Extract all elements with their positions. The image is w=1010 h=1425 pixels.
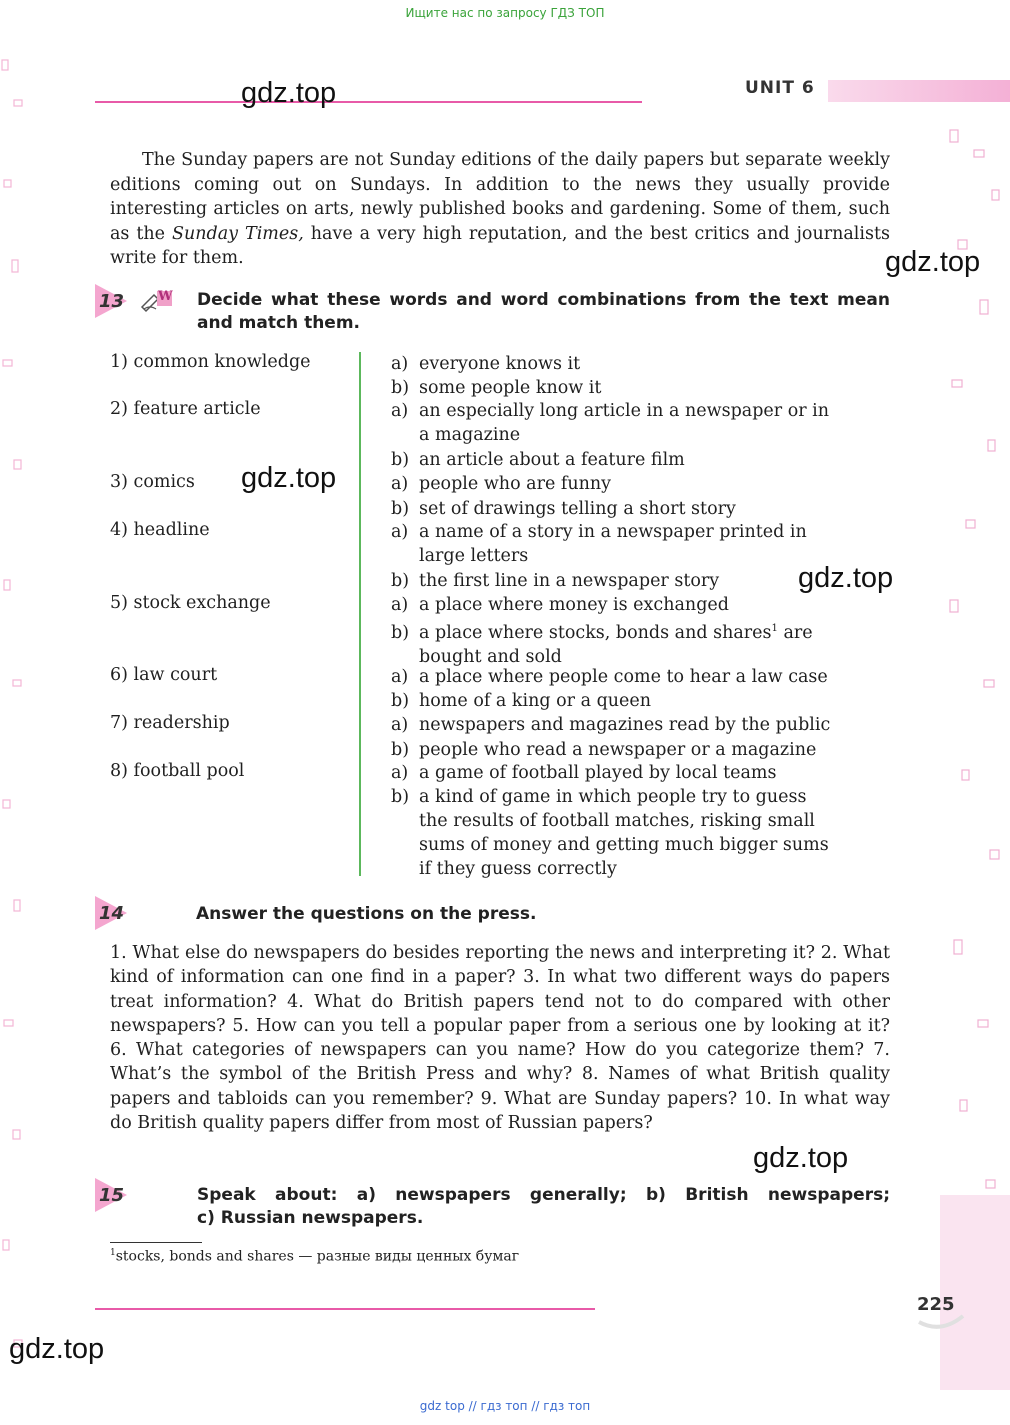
option-b: b) home of a king or a queen bbox=[391, 691, 652, 711]
exercise-13-marker: 13 bbox=[95, 284, 127, 318]
footer-rule bbox=[95, 1308, 595, 1310]
footnote-rule bbox=[110, 1242, 202, 1243]
writing-icon: W bbox=[140, 289, 174, 313]
watermark: gdz.top bbox=[753, 1142, 849, 1174]
watermark: gdz.top bbox=[241, 77, 337, 109]
footnote: $^1$stocks, bonds and shares — разные виды ценных бумаг bbox=[110, 1248, 520, 1265]
item-label: 6) law court bbox=[110, 665, 218, 685]
item-label: 8) football pool bbox=[110, 761, 245, 781]
option-a: a) newspapers and magazines read by the public bbox=[391, 715, 831, 735]
option-b: b) people who read a newspaper or a magazine bbox=[391, 740, 817, 760]
exercise-14-instruction: Answer the questions on the press. bbox=[196, 904, 537, 924]
exercise-14-questions: 1. What else do newspapers do besides reporting the news and interpreting it? 2. What kind of information can one find in a paper? 3. In what two different ways do papers treat information? 4. What do British papers tend not to do compared with other newspapers? 5. How can you tell a popular paper from a serious one by looking at it? 6. What categories of newspapers can you name? How do you categorize them? 7. What’s the symbol of the British Press and why? 8. Names of what British quality papers and tabloids can you remember? 9. What are Sunday papers? 10. In what way do British quality papers differ from most of Russian papers? bbox=[110, 943, 890, 1134]
top-banner: Ищите нас по запросу ГДЗ ТОП bbox=[405, 6, 605, 20]
item-label: 1) common knowledge bbox=[110, 352, 311, 372]
option-a: a) a place where people come to hear a law case bbox=[391, 667, 828, 687]
option-b: b) a kind of game in which people try to guess the results of football matches, risking small sums of money and getting much bigger sums if they guess correctly bbox=[391, 787, 829, 879]
option-a: a) everyone knows it bbox=[391, 354, 581, 374]
option-a: a) a name of a story in a newspaper printed in large letters bbox=[391, 522, 807, 566]
exercise-15-marker: 15 bbox=[95, 1178, 127, 1212]
option-a: a) a place where money is exchanged bbox=[391, 595, 729, 615]
item-label: 4) headline bbox=[110, 520, 210, 540]
option-b: b) an article about a feature film bbox=[391, 450, 685, 470]
exercise-14-marker: 14 bbox=[95, 896, 127, 930]
watermark: gdz.top bbox=[241, 462, 337, 494]
item-label: 2) feature article bbox=[110, 399, 261, 419]
watermark: gdz.top bbox=[798, 562, 894, 594]
left-margin-pattern bbox=[0, 40, 30, 1400]
right-margin-pattern bbox=[940, 120, 1010, 1390]
bottom-banner: gdz top // гдз топ // гдз топ bbox=[419, 1399, 591, 1413]
column-divider bbox=[359, 352, 361, 876]
watermark: gdz.top bbox=[9, 1333, 105, 1365]
intro-paragraph: The Sunday papers are not Sunday editions of the daily papers but separate weekly editions coming out on Sundays. In addition to the news they usually provide interesting articles on arts, newly published books and gardening. Some of them, such as the Sunday Times, have a very high reputation, and the best critics and journalists write for them. bbox=[110, 150, 890, 268]
item-label: 7) readership bbox=[110, 713, 230, 733]
option-b: b) set of drawings telling a short story bbox=[391, 499, 736, 519]
header-rule bbox=[95, 101, 642, 103]
option-a: a) a game of football played by local teams bbox=[391, 763, 777, 783]
watermark: gdz.top bbox=[885, 246, 981, 278]
exercise-13-instruction: Decide what these words and word combinations from the text mean and match them. bbox=[197, 290, 890, 333]
item-label: 3) comics bbox=[110, 472, 195, 492]
page-number: 225 bbox=[917, 1294, 955, 1315]
option-b: b) some people know it bbox=[391, 378, 602, 398]
option-b: b) a place where stocks, bonds and shares$^1$ are bought and sold bbox=[391, 622, 813, 667]
unit-strip bbox=[828, 80, 1010, 102]
exercise-15-instruction: Speak about: a) newspapers generally; b) British newspapers; c) Russian newspapers. bbox=[197, 1185, 890, 1228]
option-b: b) the first line in a newspaper story bbox=[391, 571, 720, 591]
option-a: a) people who are funny bbox=[391, 474, 612, 494]
item-label: 5) stock exchange bbox=[110, 593, 271, 613]
unit-label: UNIT 6 bbox=[745, 78, 815, 98]
option-a: a) an especially long article in a newspaper or in a magazine bbox=[391, 401, 830, 445]
